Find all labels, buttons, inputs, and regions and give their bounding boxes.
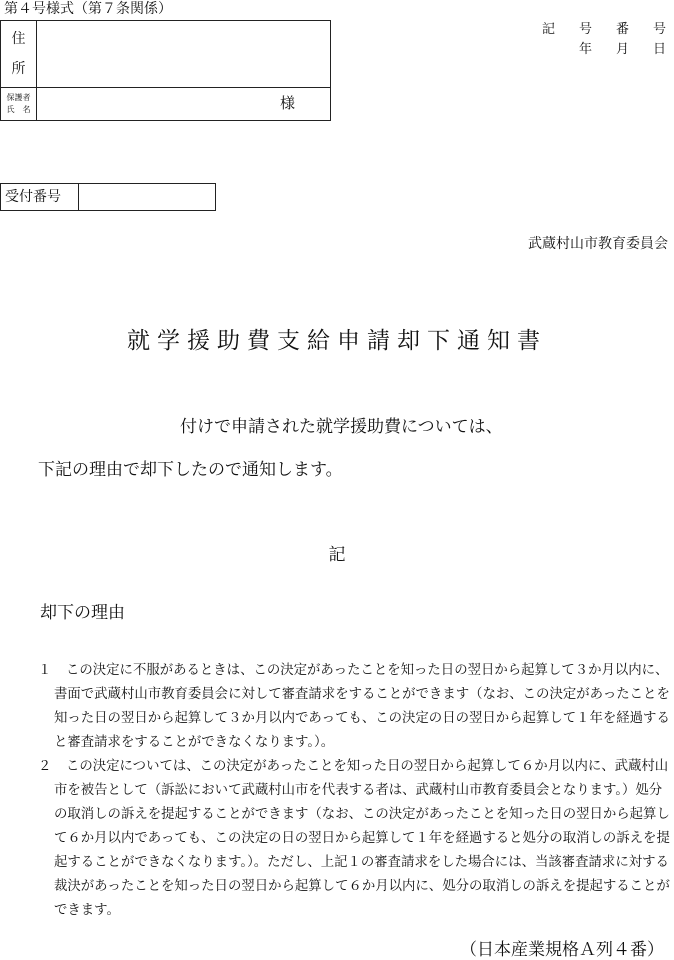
body-line-1: 付けで申請された就学援助費については、: [180, 417, 503, 437]
note-text-1: この決定に不服があるときは、この決定があったことを知った日の翌日から起算して３か月以内に、書面で武蔵村山市教育委員会に対して審査請求をすることができます（なお、この決定があったことを知った日の翌日から起算して３か月以内であっても、この決定の日の翌日から起算して１年を経過すると審査請求をすることができなくなります。）。: [54, 663, 670, 750]
receipt-number-box: [0, 183, 216, 211]
note-item-2: [38, 755, 672, 923]
paper-size-note: （日本産業規格Ａ列４番）: [460, 940, 664, 960]
address-label-top: 住: [11, 31, 26, 47]
date-day: 日: [652, 42, 666, 57]
receipt-number-field[interactable]: [79, 184, 215, 210]
doc-no-char-4: 号: [652, 22, 666, 37]
date-year: 年: [578, 42, 592, 57]
form-number: 第４号様式（第７条関係）: [4, 1, 172, 17]
issuer-name: 武蔵村山市教育委員会: [528, 236, 668, 252]
note-number-2: ２: [38, 759, 52, 774]
doc-no-char-1: 記: [541, 22, 555, 37]
document-title: 就学援助費支給申請却下通知書: [127, 328, 547, 354]
document-number-date: [518, 20, 666, 60]
note-text-2: この決定については、この決定があったことを知った日の翌日から起算して６か月以内に、武蔵村山市を被告として（訴訟において武蔵村山市を代表する者は、武蔵村山市教育委員会となります。）処分の取消しの訴えを提起することができます（なお、この決定があったことを知った日の翌日から起算して６か月以内であっても、この決定の日の翌日から起算して１年を経過すると処分の取消しの訴えを提起することができなくなります。）。ただし、上記１の審査請求をした場合には、当該審査請求に対する裁決があったことを知った日の翌日から起算して６か月以内に、処分の取消しの訴えを提起することができます。: [54, 759, 670, 918]
address-field[interactable]: [37, 21, 331, 88]
ki-heading: 記: [328, 545, 346, 565]
date-month: 月: [615, 42, 629, 57]
guardian-label-top: 保護者: [6, 93, 31, 102]
note-item-1: [38, 659, 672, 755]
doc-no-char-3: 番: [615, 22, 629, 37]
note-number-1: １: [38, 663, 52, 678]
recipient-table: [0, 20, 331, 121]
doc-no-char-2: 号: [578, 22, 592, 37]
guardian-label-bottom: 氏 名: [6, 105, 31, 114]
rejection-reason-heading: 却下の理由: [40, 603, 125, 623]
address-label: [1, 21, 37, 88]
document-number-line: [518, 20, 666, 40]
body-line-2: 下記の理由で却下したので通知します。: [38, 460, 343, 480]
honorific: 様: [280, 94, 296, 112]
date-line: [518, 40, 666, 60]
address-label-bottom: 所: [11, 61, 26, 77]
guardian-label: [1, 88, 37, 121]
receipt-number-label: 受付番号: [1, 184, 79, 210]
guardian-name-field[interactable]: [37, 88, 331, 121]
